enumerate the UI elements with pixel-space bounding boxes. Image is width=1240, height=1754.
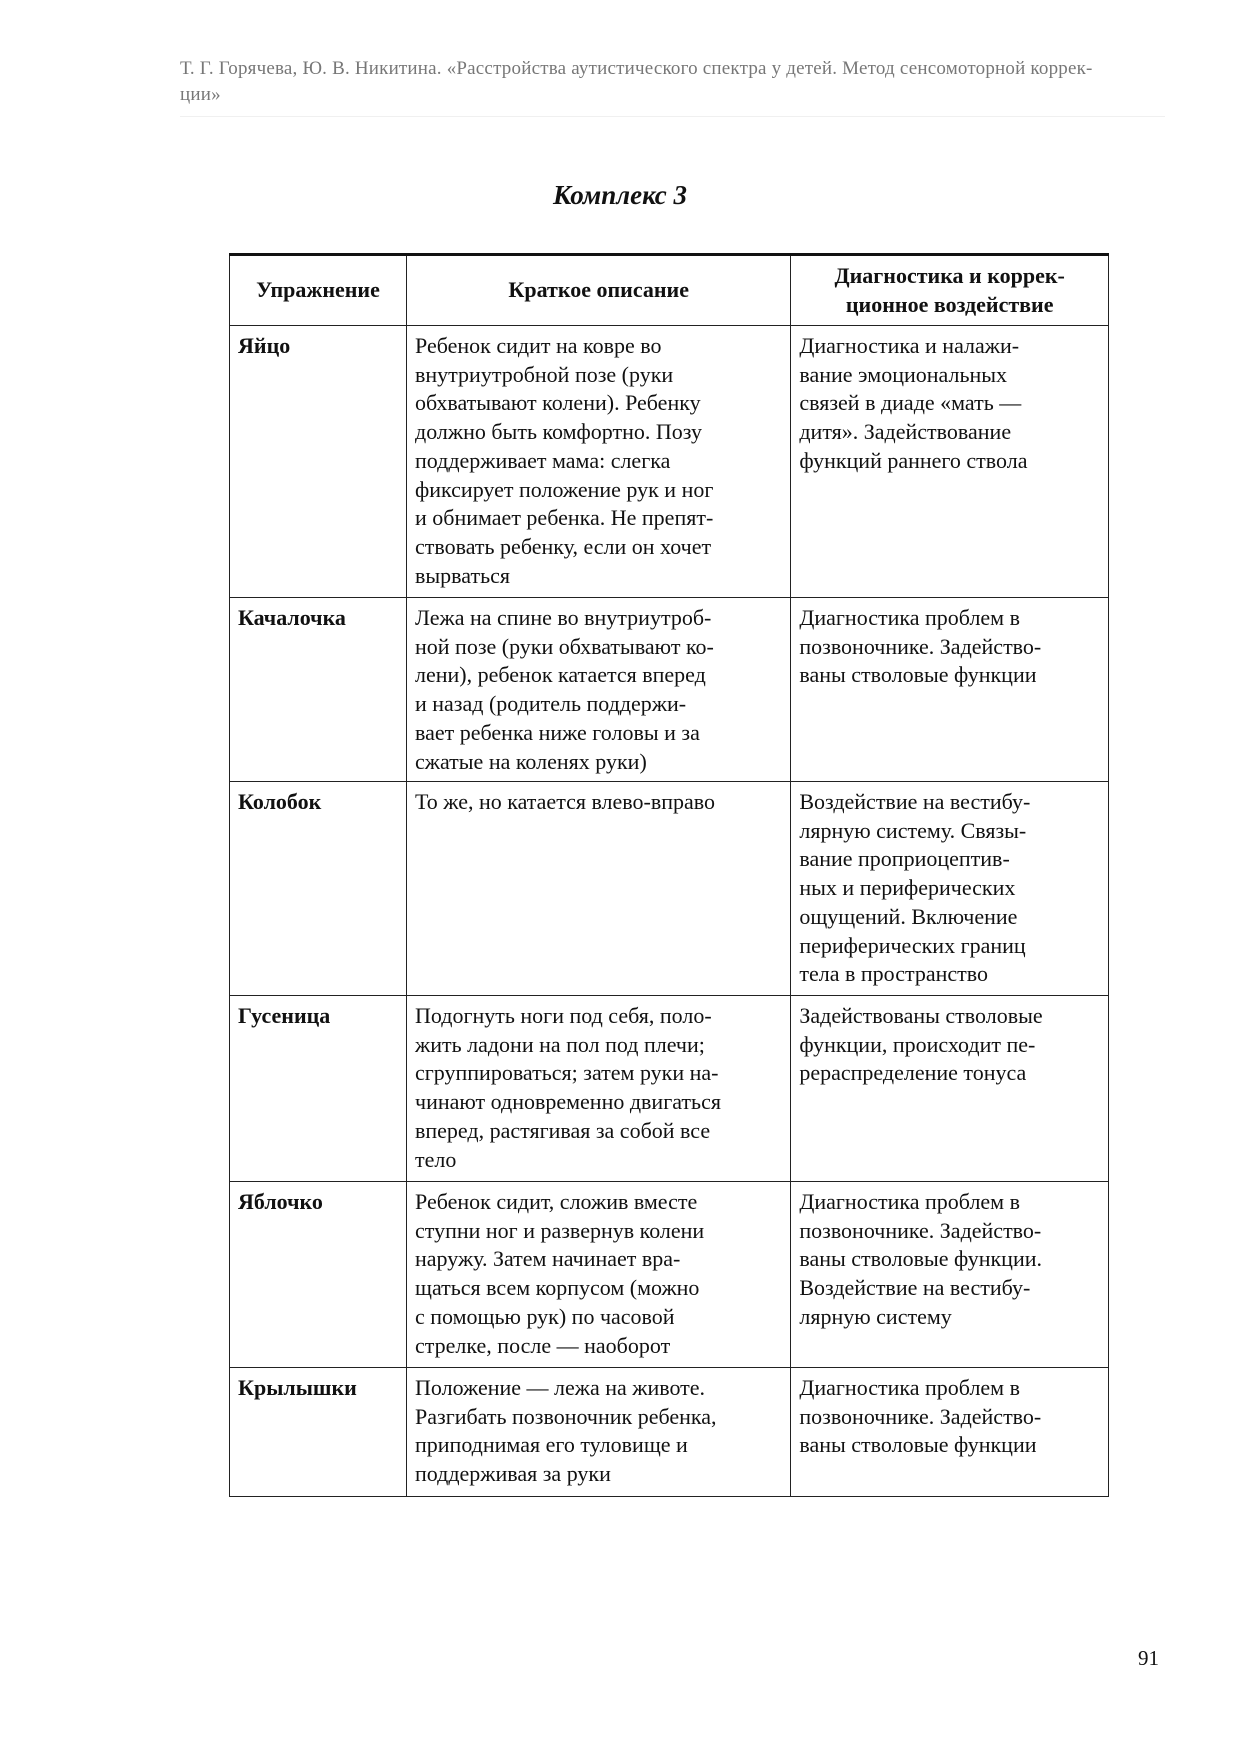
- exercise-description: Ребенок сидит на ковре во внутриутробной позе (руки обхватывают колени). Ребенку должно быть комфортно. Позу поддерживает мама: слегка фиксирует положение рук и ног и обнимает ребенка. Не препят- ствовать ребенку, если он хочет вырваться: [407, 326, 791, 598]
- exercise-table: [229, 253, 1109, 1497]
- header-divider: [180, 116, 1165, 117]
- exercise-description: Ребенок сидит, сложив вместе ступни ног и развернув колени наружу. Затем начинает вра- щаться всем корпусом (можно с помощью рук) по часовой стрелке, после — наоборот: [407, 1182, 791, 1368]
- exercise-effect: Диагностика проблем в позвоночнике. Задейство- ваны стволовые функции. Воздействие на вестибу- лярную систему: [791, 1182, 1109, 1368]
- exercise-name: Качалочка: [230, 598, 407, 782]
- header-exercise: Упражнение: [230, 255, 407, 326]
- page-title: Комплекс 3: [553, 180, 687, 210]
- exercise-description: Лежа на спине во внутриутроб- ной позе (руки обхватывают ко- лени), ребенок катается вперед и назад (родитель поддержи- вает ребенка ниже головы и за сжатые на коленях руки): [407, 598, 791, 782]
- running-head: Т. Г. Горячева, Ю. В. Никитина. «Расстройства аутистического спектра у детей. Метод сенсомоторной коррек- ции»: [180, 58, 1093, 105]
- table-row: [230, 1182, 1109, 1368]
- page-number: 91: [1138, 1646, 1159, 1670]
- exercise-name: Крылышки: [230, 1368, 407, 1497]
- exercise-description: То же, но катается влево-вправо: [407, 782, 791, 996]
- exercise-name: Колобок: [230, 782, 407, 996]
- exercise-name: Яйцо: [230, 326, 407, 598]
- exercise-effect: Диагностика проблем в позвоночнике. Задейство- ваны стволовые функции: [791, 598, 1109, 782]
- header-effect: Диагностика и коррек- ционное воздействие: [791, 255, 1109, 326]
- exercise-effect: Воздействие на вестибу- лярную систему. Связы- вание проприоцептив- ных и периферических ощущений. Включение периферических границ тела в пространство: [791, 782, 1109, 996]
- table-header-row: [230, 255, 1109, 326]
- table-row: [230, 326, 1109, 598]
- exercise-description: Подогнуть ноги под себя, поло- жить ладони на пол под плечи; сгруппироваться; затем руки на- чинают одновременно двигаться вперед, растягивая за собой все тело: [407, 996, 791, 1182]
- exercise-effect: Диагностика проблем в позвоночнике. Задейство- ваны стволовые функции: [791, 1368, 1109, 1497]
- exercise-name: Гусеница: [230, 996, 407, 1182]
- exercise-effect: Диагностика и налажи- вание эмоциональных связей в диаде «мать — дитя». Задействование функций раннего ствола: [791, 326, 1109, 598]
- table-row: [230, 598, 1109, 782]
- exercise-effect: Задействованы стволовые функции, происходит пе- рераспределение тонуса: [791, 996, 1109, 1182]
- header-description: Краткое описание: [407, 255, 791, 326]
- exercise-name: Яблочко: [230, 1182, 407, 1368]
- table-row: [230, 1368, 1109, 1497]
- table-row: [230, 782, 1109, 996]
- exercise-description: Положение — лежа на животе. Разгибать позвоночник ребенка, приподнимая его туловище и поддерживая за руки: [407, 1368, 791, 1497]
- table-row: [230, 996, 1109, 1182]
